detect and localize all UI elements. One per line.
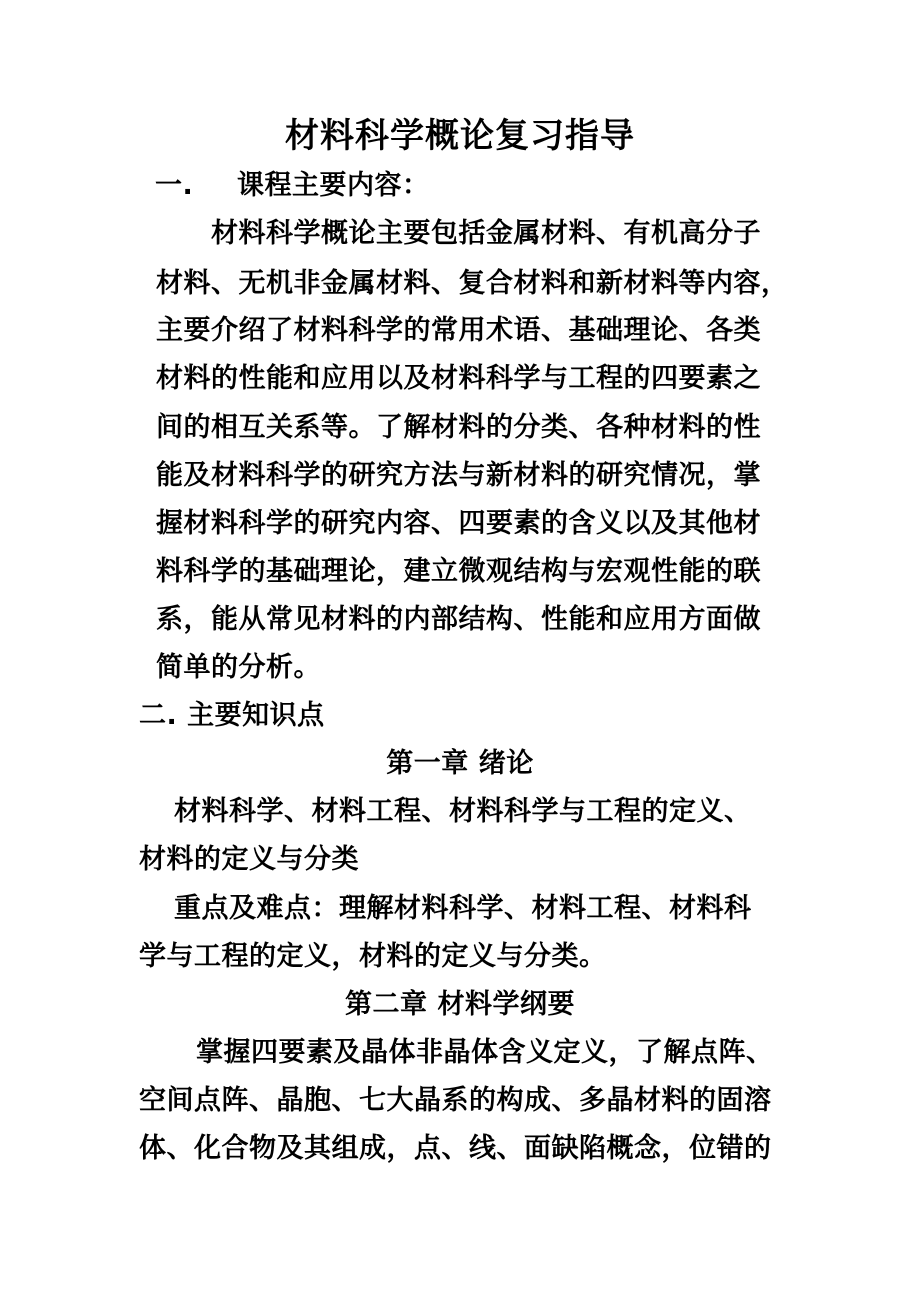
chapter1-title: 第一章 绪论 <box>386 748 534 779</box>
chapter2-content-line-2: 空间点阵、晶胞、七大晶系的构成、多晶材料的固溶 <box>139 1085 772 1116</box>
chapter1-key-line-1: 重点及难点：理解材料科学、材料工程、材料科 <box>174 893 752 924</box>
section1-heading-text: 课程主要内容： <box>237 170 430 201</box>
section1-line-9: 系，能从常见材料的内部结构、性能和应用方面做 <box>156 604 761 635</box>
chapter1-key-line-2: 学与工程的定义，材料的定义与分类。 <box>139 941 607 972</box>
chapter1-content-line-2: 材料的定义与分类 <box>139 844 359 875</box>
section1-line-2: 材料、无机非金属材料、复合材料和新材料等内容， <box>156 268 789 299</box>
chapter2-content-line-3: 体、化合物及其组成，点、线、面缺陷概念，位错的 <box>139 1133 772 1164</box>
section1-line-1: 材料科学概论主要包括金属材料、有机高分子 <box>211 218 761 249</box>
section1-line-5: 间的相互关系等。了解材料的分类、各种材料的性 <box>156 412 761 443</box>
section1-line-8: 料科学的基础理论，建立微观结构与宏观性能的联 <box>156 556 761 587</box>
chapter1-content-line-1: 材料科学、材料工程、材料科学与工程的定义、 <box>174 796 752 827</box>
document-title: 材料科学概论复习指导 <box>285 116 635 156</box>
section1-line-6: 能及材料科学的研究方法与新材料的研究情况，掌 <box>156 460 761 491</box>
section1-heading-number: 一. <box>155 170 194 201</box>
chapter2-content-line-1: 掌握四要素及晶体非晶体含义定义，了解点阵、 <box>196 1037 774 1068</box>
section1-line-4: 材料的性能和应用以及材料科学与工程的四要素之 <box>156 363 761 394</box>
section1-line-3: 主要介绍了材料科学的常用术语、基础理论、各类 <box>156 315 761 346</box>
section1-line-10: 简单的分析。 <box>156 652 321 683</box>
section2-heading: 二. 主要知识点 <box>139 700 325 731</box>
section1-line-7: 握材料科学的研究内容、四要素的含义以及其他材 <box>156 508 761 539</box>
chapter2-title: 第二章 材料学纲要 <box>345 989 575 1020</box>
